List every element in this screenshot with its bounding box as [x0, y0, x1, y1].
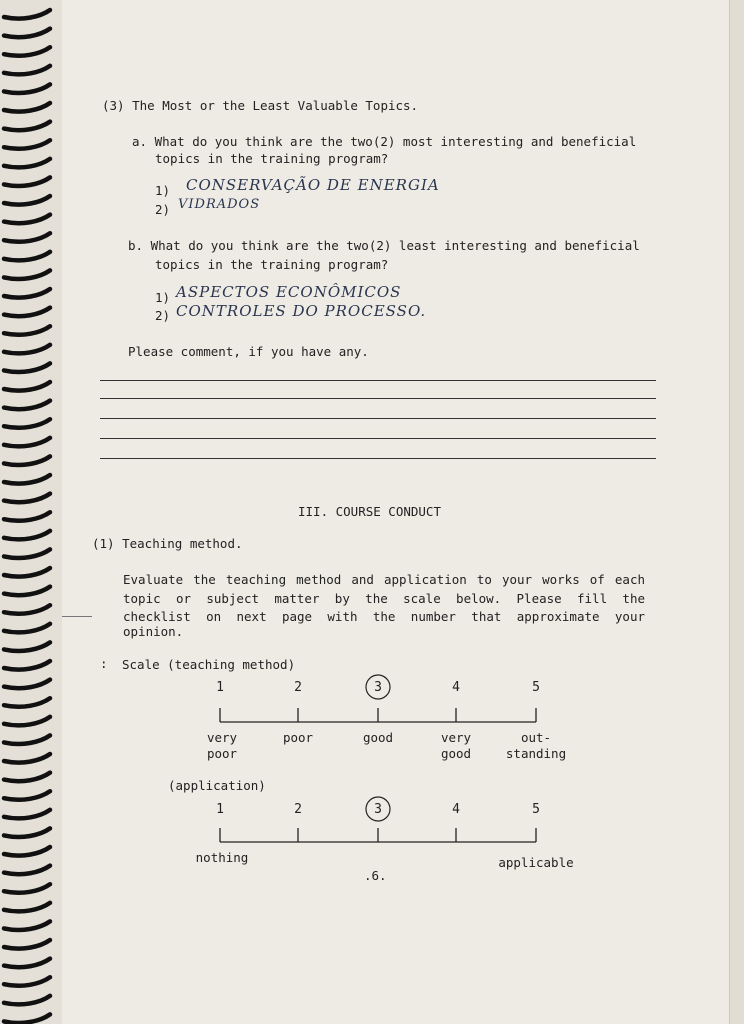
comment-line-2 — [100, 398, 656, 399]
comment-line-3 — [100, 418, 656, 419]
application-scale — [180, 794, 610, 874]
scale-number: 5 — [532, 802, 540, 817]
section-3-heading: (3) The Most or the Least Valuable Topics. — [102, 98, 419, 113]
page-number: .6. — [364, 868, 387, 883]
scale-marker: : — [100, 656, 108, 671]
binding-strip — [0, 0, 62, 1024]
question-b-line2: topics in the training program? — [155, 257, 389, 272]
scale-label-nothing: nothing — [195, 850, 249, 865]
scale-label: very — [440, 730, 472, 745]
answer-a1-handwritten: CONSERVAÇÃO DE ENERGIA — [186, 176, 440, 194]
evaluate-line-1: Evaluate the teaching method and application to your works of each — [123, 572, 645, 587]
scale-label: standing — [505, 746, 567, 761]
scale-label: poor — [206, 746, 238, 761]
evaluate-line-2: topic or subject matter by the scale below. Please fill the — [123, 591, 645, 606]
answer-b2-handwritten: CONTROLES DO PROCESSO. — [176, 302, 427, 320]
scale-number: 4 — [452, 680, 460, 695]
teaching-scale-title: Scale (teaching method) — [122, 657, 296, 672]
scale-number: 5 — [532, 680, 540, 695]
scale-number: 4 — [452, 802, 460, 817]
scale-number: 2 — [294, 802, 302, 817]
answer-a1-number: 1) — [155, 183, 171, 198]
scale-label: poor — [282, 730, 314, 745]
teaching-method-heading: (1) Teaching method. — [92, 536, 243, 551]
answer-a2-handwritten: VIDRADOS — [178, 197, 261, 212]
evaluate-line-4: opinion. — [123, 624, 184, 639]
evaluate-line-3: checklist on next page with the number that approximate your — [123, 609, 645, 624]
scale-number: 3 — [374, 802, 382, 817]
scale-number: 2 — [294, 680, 302, 695]
answer-b1-number: 1) — [155, 290, 171, 305]
application-scale-title: (application) — [168, 778, 266, 793]
margin-dash — [62, 616, 92, 617]
comment-prompt: Please comment, if you have any. — [128, 344, 369, 359]
scale-number: 1 — [216, 680, 224, 695]
scale-number: 3 — [374, 680, 382, 695]
scale-label: out- — [520, 730, 552, 745]
question-a-line2: topics in the training program? — [155, 151, 389, 166]
scale-label: good — [440, 746, 472, 761]
scale-label: very — [206, 730, 238, 745]
answer-a2-number: 2) — [155, 202, 171, 217]
answer-b2-number: 2) — [155, 308, 171, 323]
comment-line-5 — [100, 458, 656, 459]
question-b-line1: b. What do you think are the two(2) least interesting and beneficial — [128, 238, 640, 253]
scale-label: good — [362, 730, 394, 745]
question-a-line1: a. What do you think are the two(2) most interesting and beneficial — [132, 134, 637, 149]
section-iii-title: III. COURSE CONDUCT — [298, 504, 441, 519]
page-edge — [729, 0, 744, 1024]
scale-label-applicable: applicable — [498, 855, 574, 870]
comment-line-1 — [100, 380, 656, 381]
scale-number: 1 — [216, 802, 224, 817]
teaching-method-scale — [180, 672, 610, 772]
spiral-binding — [0, 0, 62, 1024]
answer-b1-handwritten: ASPECTOS ECONÔMICOS — [176, 283, 402, 301]
comment-line-4 — [100, 438, 656, 439]
